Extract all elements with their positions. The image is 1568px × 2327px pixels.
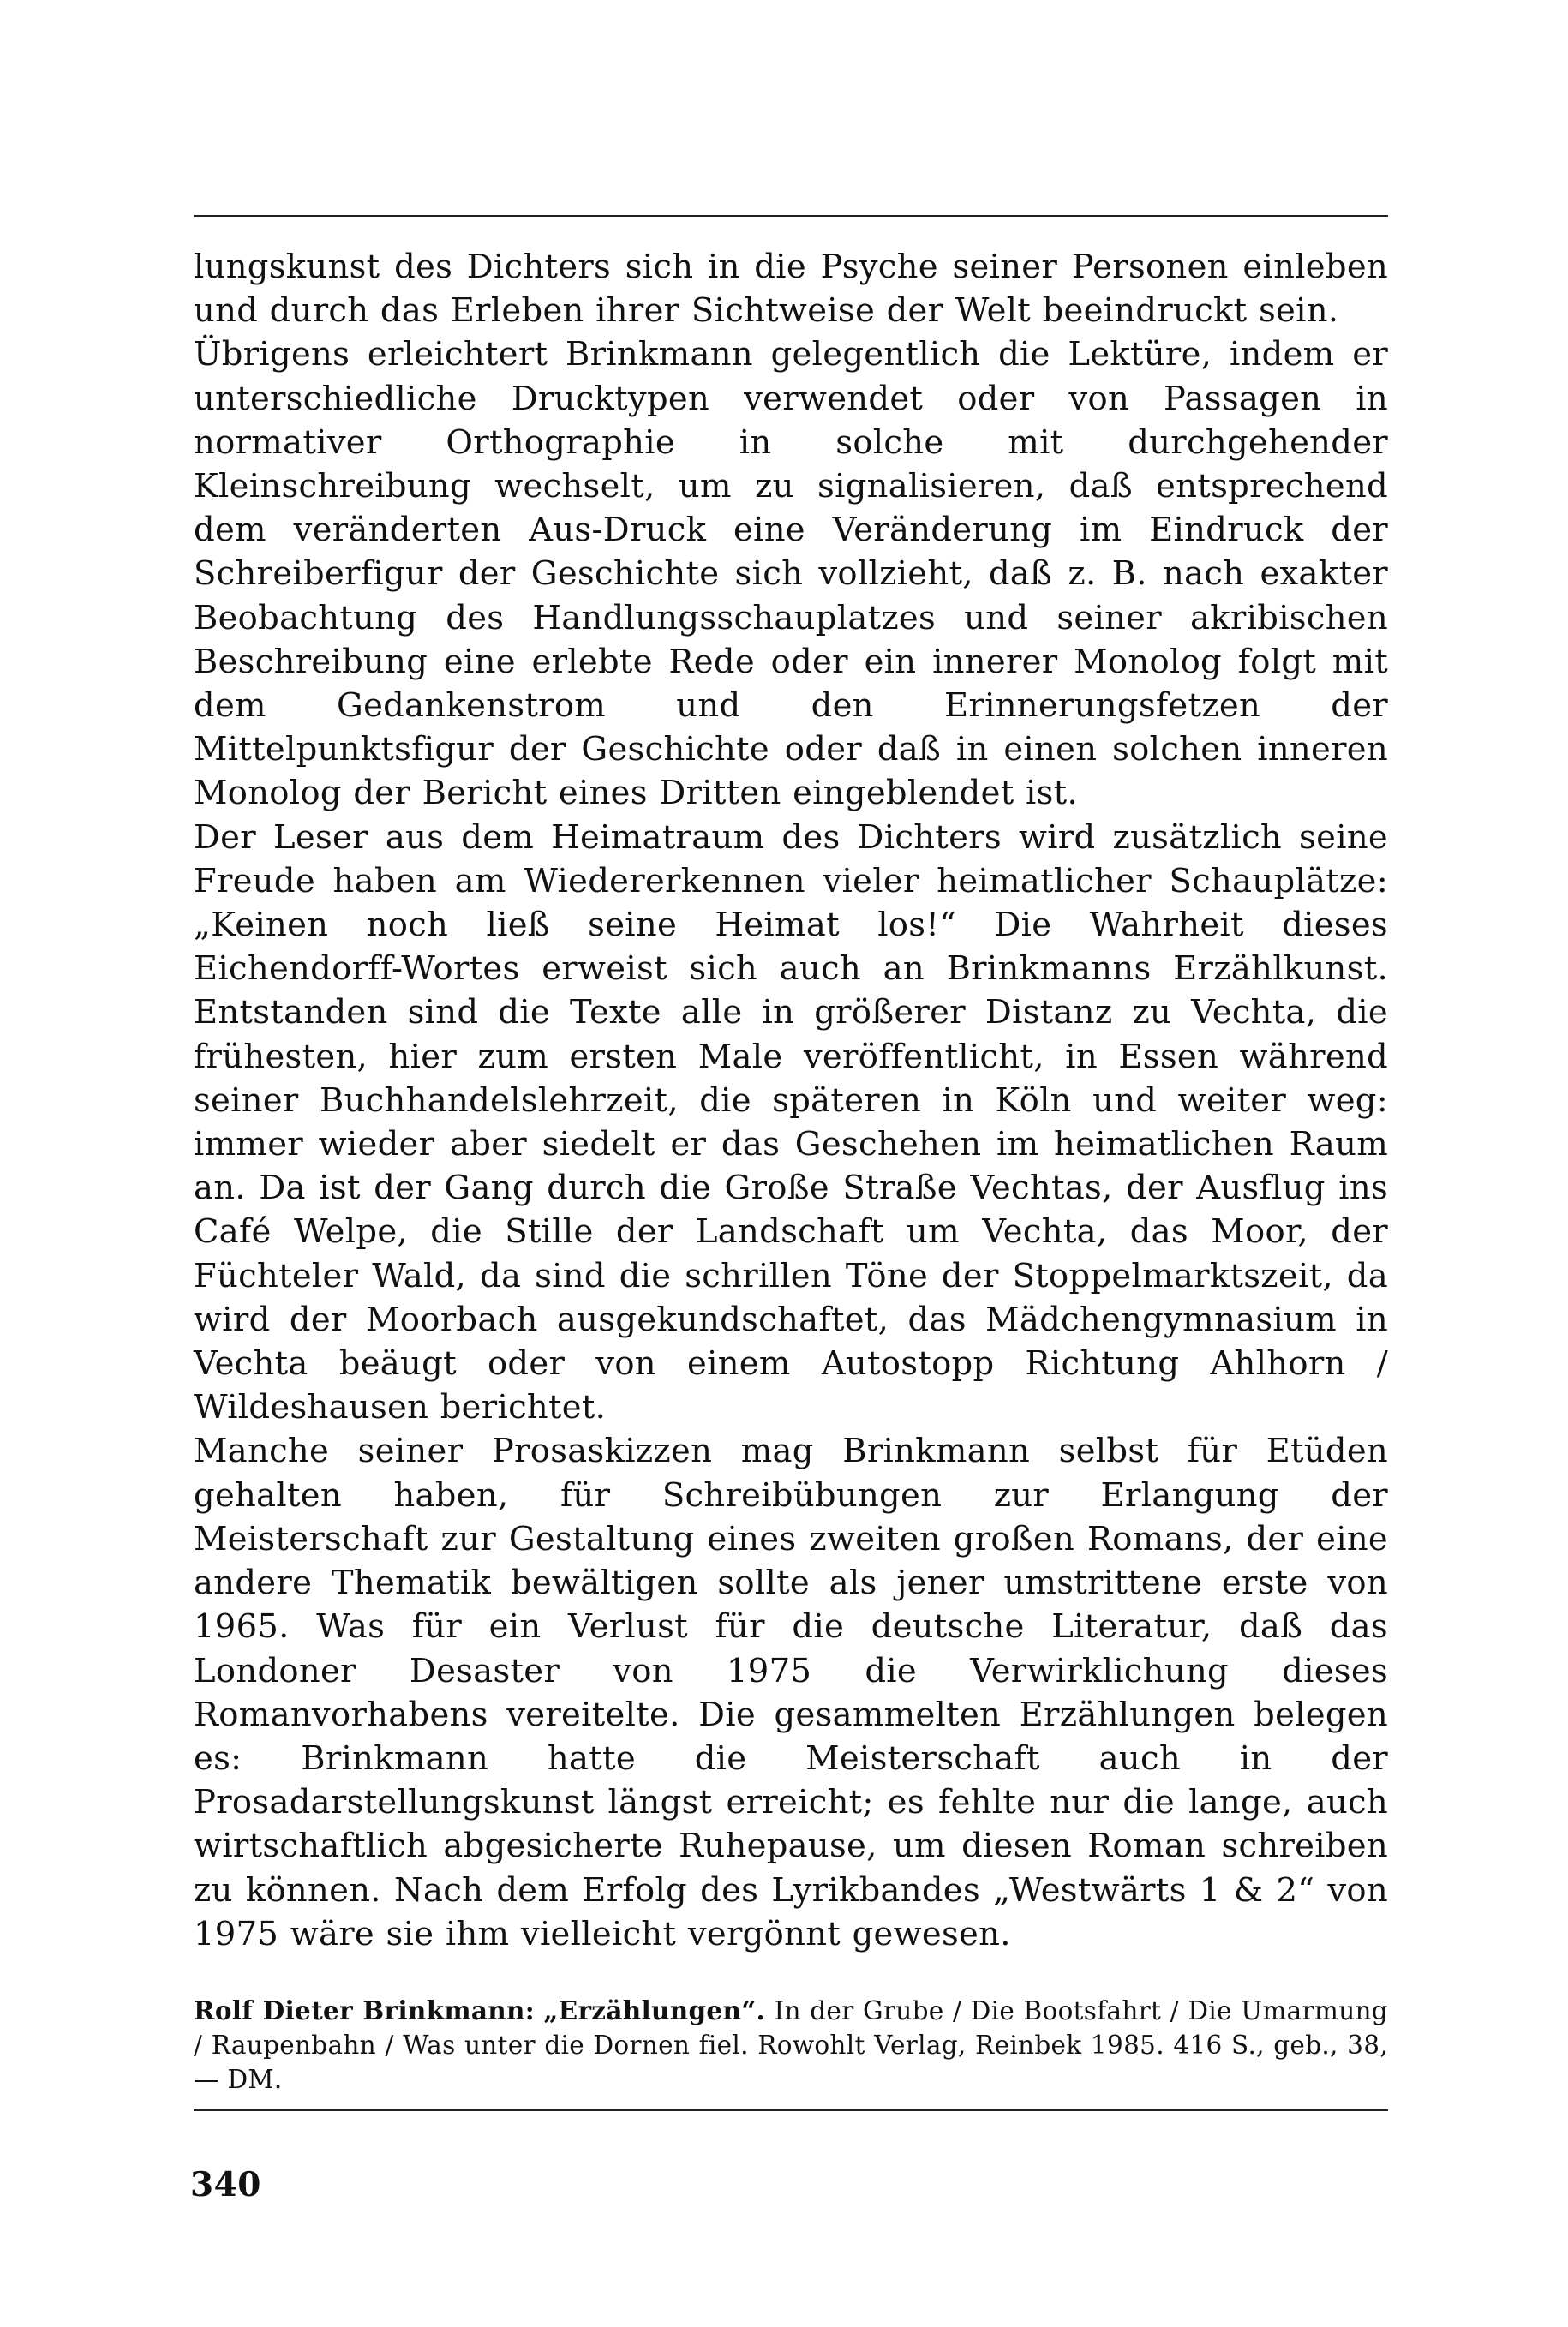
- citation-title: „Erzählungen“.: [543, 1995, 766, 2025]
- paragraph-3: Der Leser aus dem Heimatraum des Dichters wird zusätzlich seine Freude haben am Wiedererkennen vieler heimatlicher Schauplätze: „Keinen noch ließ seine Heimat los!“ Die Wahrheit dieses Eichendorff-Wortes erweist sich auch an Brinkmanns Erzählkunst. Entstanden sind die Texte alle in größerer Distanz zu Vechta, die frühesten, hier zum ersten Male veröffentlicht, in Essen während seiner Buchhandelslehrzeit, die späteren in Köln und weiter weg: immer wieder aber siedelt er das Geschehen im heimatlichen Raum an. Da ist der Gang durch die Große Straße Vechtas, der Ausflug ins Café Welpe, die Stille der Landschaft um Vechta, das Moor, der Füchteler Wald, da sind die schrillen Töne der Stoppelmarktszeit, da wird der Moorbach ausgekundschaftet, das Mädchengymnasium in Vechta beäugt oder von einem Autostopp Richtung Ahlhorn / Wildeshausen berichtet.: [194, 817, 1388, 1427]
- page-number: 340: [190, 2165, 261, 2204]
- paragraph-1: lungskunst des Dichters sich in die Psyche seiner Personen einleben und durch das Erleben ihrer Sichtweise der Welt beeindruckt sein.: [194, 248, 1388, 331]
- book-citation: [194, 1994, 1388, 2097]
- body-text: [194, 245, 1388, 1956]
- citation-details: In der Grube / Die Bootsfahrt / Die Umarmung / Raupenbahn / Was unter die Dornen fiel. Rowohlt Verlag, Reinbek 1985. 416 S., geb., 38,— DM.: [194, 1996, 1388, 2094]
- top-rule: [194, 215, 1388, 217]
- paragraph-2: Übrigens erleichtert Brinkmann gelegentlich die Lektüre, indem er unterschiedliche Drucktypen verwendet oder von Passagen in normativer Orthographie in solche mit durchgehender Kleinschreibung wechselt, um zu signalisieren, daß entsprechend dem veränderten Aus-Druck eine Veränderung im Eindruck der Schreiberfigur der Geschichte sich vollzieht, daß z. B. nach exakter Beobachtung des Handlungsschauplatzes und seiner akribischen Beschreibung eine erlebte Rede oder ein innerer Monolog folgt mit dem Gedankenstrom und den Erinnerungsfetzen der Mittelpunktsfigur der Geschichte oder daß in einen solchen inneren Monolog der Bericht eines Dritten eingeblendet ist.: [194, 335, 1388, 813]
- citation-author: Rolf Dieter Brinkmann:: [194, 1995, 535, 2025]
- paragraph-4: Manche seiner Prosaskizzen mag Brinkmann selbst für Etüden gehalten haben, für Schreibübungen zur Erlangung der Meisterschaft zur Gestaltung eines zweiten großen Romans, der eine andere Thematik bewältigen sollte als jener umstrittene erste von 1965. Was für ein Verlust für die deutsche Literatur, daß das Londoner Desaster von 1975 die Verwirklichung dieses Romanvorhabens vereitelte. Die gesammelten Erzählungen belegen es: Brinkmann hatte die Meisterschaft auch in der Prosadarstellungskunst längst erreicht; es fehlte nur die lange, auch wirtschaftlich abgesicherte Ruhepause, um diesen Roman schreiben zu können. Nach dem Erfolg des Lyrikbandes „Westwärts 1 & 2“ von 1975 wäre sie ihm vielleicht vergönnt gewesen.: [194, 1432, 1388, 1953]
- bottom-rule: [194, 2109, 1388, 2111]
